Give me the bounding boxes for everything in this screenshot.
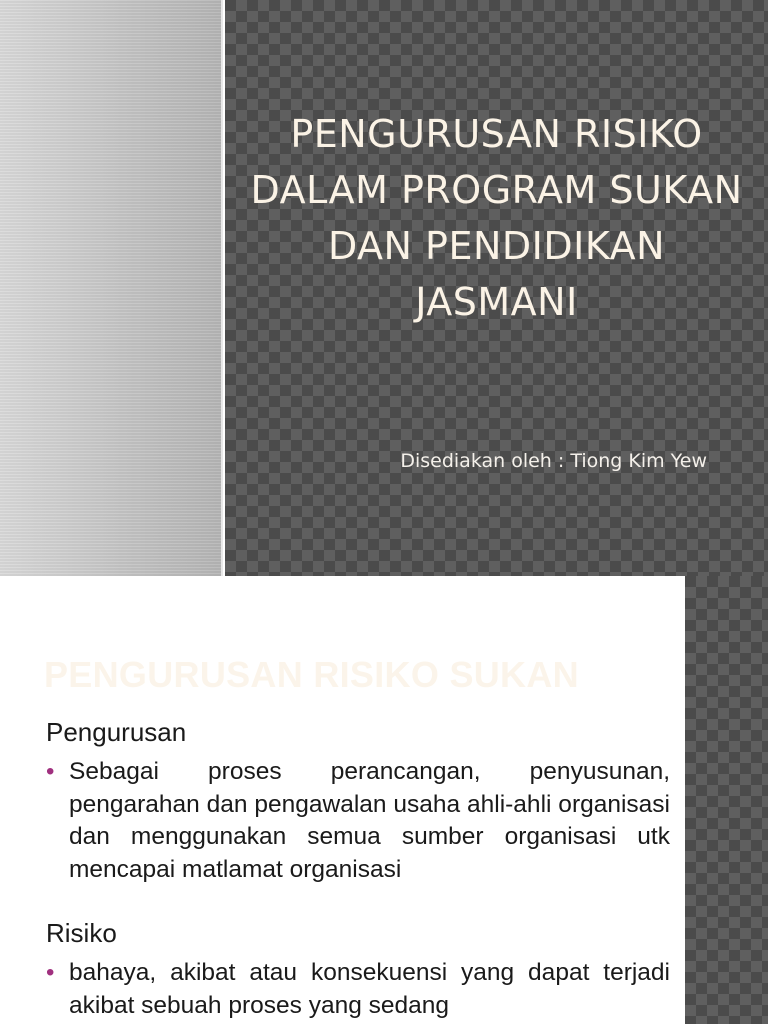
bullet-text: Sebagai proses perancangan, penyusunan, pengarahan dan pengawalan usaha ahli-ahli organisasi dan menggunakan semua sumber organisasi utk mencapai matlamat organisasi <box>69 758 670 883</box>
gradient-side-panel <box>0 0 223 576</box>
title-line: DAN PENDIDIKAN <box>327 224 666 268</box>
diamond-pattern-strip <box>685 576 768 1024</box>
title-line: JASMANI <box>415 280 578 324</box>
title-line: PENGURUSAN RISIKO <box>290 112 703 156</box>
definition-section <box>46 917 670 1022</box>
slide-subtitle: Disediakan oleh : Tiong Kim Yew <box>400 450 707 472</box>
bullet-dot-icon: • <box>46 959 55 986</box>
bullet-dot-icon: • <box>46 758 55 785</box>
bullet-item <box>46 957 670 1022</box>
slide-heading: PENGURUSAN RISIKO SUKAN <box>44 654 579 695</box>
diamond-pattern-panel <box>225 0 768 576</box>
bullet-text: bahaya, akibat atau konsekuensi yang dapat terjadi akibat sebuah proses yang sedang <box>69 959 670 1019</box>
slide-body <box>46 716 670 1024</box>
title-line: DALAM PROGRAM SUKAN <box>250 168 743 212</box>
definition-section <box>46 716 670 886</box>
term-label: Pengurusan <box>46 717 187 747</box>
term-label: Risiko <box>46 918 117 948</box>
slide-title <box>225 106 768 330</box>
bullet-item <box>46 756 670 886</box>
content-slide <box>0 576 768 1024</box>
